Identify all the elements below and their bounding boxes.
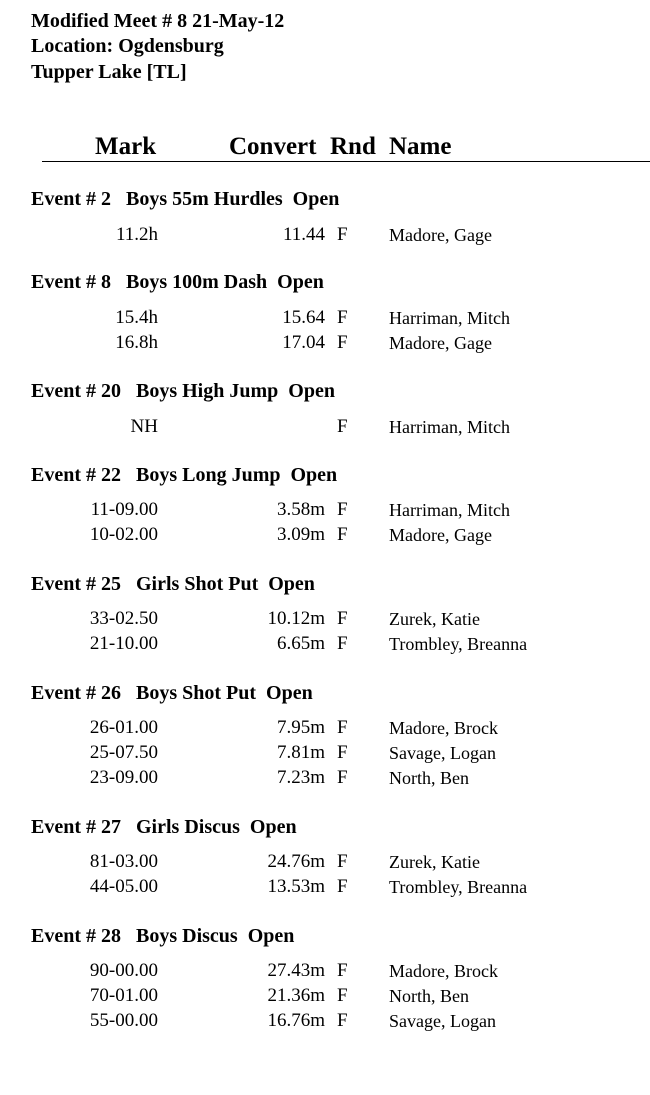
- meet-location: Location: Ogdensburg: [31, 35, 224, 57]
- result-row: [0, 716, 650, 740]
- result-mark: 23-09.00: [89, 767, 158, 788]
- result-round: F: [337, 985, 348, 1006]
- result-convert: 3.09m: [276, 524, 325, 545]
- result-convert: 15.64: [282, 307, 325, 328]
- column-header-rnd: Rnd: [330, 133, 376, 160]
- event-title: Event # 25 Girls Shot Put Open: [31, 573, 315, 595]
- result-mark: 25-07.50: [89, 742, 158, 763]
- result-row: [0, 607, 650, 631]
- result-athlete-name: North, Ben: [389, 986, 469, 1006]
- result-convert: 7.95m: [276, 717, 325, 738]
- result-row: [0, 498, 650, 522]
- result-mark: 11-09.00: [90, 499, 158, 520]
- result-athlete-name: Madore, Gage: [389, 525, 492, 545]
- result-round: F: [337, 876, 348, 897]
- result-round: F: [337, 633, 348, 654]
- result-convert: 11.44: [282, 224, 325, 245]
- event-title: Event # 27 Girls Discus Open: [31, 816, 297, 838]
- result-round: F: [337, 416, 348, 437]
- result-row: [0, 741, 650, 765]
- result-row: [0, 1009, 650, 1033]
- result-mark: 26-01.00: [89, 717, 158, 738]
- result-convert: 7.81m: [276, 742, 325, 763]
- result-round: F: [337, 767, 348, 788]
- column-header-convert: Convert: [229, 133, 317, 160]
- result-round: F: [337, 224, 348, 245]
- result-convert: 3.58m: [276, 499, 325, 520]
- result-convert: 24.76m: [267, 851, 325, 872]
- result-row: [0, 415, 650, 439]
- result-round: F: [337, 960, 348, 981]
- result-convert: 17.04: [282, 332, 325, 353]
- result-mark: 10-02.00: [89, 524, 158, 545]
- result-mark: 33-02.50: [89, 608, 158, 629]
- result-convert: 10.12m: [267, 608, 325, 629]
- result-athlete-name: Harriman, Mitch: [389, 500, 510, 520]
- result-round: F: [337, 307, 348, 328]
- result-row: [0, 875, 650, 899]
- result-convert: 13.53m: [267, 876, 325, 897]
- result-athlete-name: Savage, Logan: [389, 1011, 496, 1031]
- result-row: [0, 523, 650, 547]
- result-convert: 21.36m: [267, 985, 325, 1006]
- result-mark: 16.8h: [115, 332, 158, 353]
- result-row: [0, 306, 650, 330]
- result-row: [0, 223, 650, 247]
- result-athlete-name: Harriman, Mitch: [389, 417, 510, 437]
- event-title: Event # 8 Boys 100m Dash Open: [31, 271, 324, 293]
- result-convert: 16.76m: [267, 1010, 325, 1031]
- result-athlete-name: Madore, Brock: [389, 718, 498, 738]
- result-athlete-name: Trombley, Breanna: [389, 634, 528, 654]
- result-mark: 70-01.00: [89, 985, 158, 1006]
- result-mark: 55-00.00: [89, 1010, 158, 1031]
- result-convert: 27.43m: [267, 960, 325, 981]
- team-name: Tupper Lake [TL]: [31, 61, 187, 83]
- result-athlete-name: Madore, Gage: [389, 225, 492, 245]
- result-convert: 7.23m: [276, 767, 325, 788]
- header-divider: [42, 161, 650, 162]
- result-round: F: [337, 717, 348, 738]
- result-athlete-name: Zurek, Katie: [389, 609, 480, 629]
- result-athlete-name: Madore, Gage: [389, 333, 492, 353]
- result-round: F: [337, 608, 348, 629]
- result-mark: 81-03.00: [89, 851, 158, 872]
- result-row: [0, 984, 650, 1008]
- result-mark: 11.2h: [115, 224, 158, 245]
- result-mark: 90-00.00: [89, 960, 158, 981]
- result-athlete-name: North, Ben: [389, 768, 469, 788]
- result-athlete-name: Zurek, Katie: [389, 852, 480, 872]
- result-athlete-name: Savage, Logan: [389, 743, 496, 763]
- column-header-name: Name: [389, 133, 452, 160]
- event-title: Event # 2 Boys 55m Hurdles Open: [31, 188, 340, 210]
- result-athlete-name: Harriman, Mitch: [389, 308, 510, 328]
- column-header-mark: Mark: [95, 133, 157, 160]
- result-mark: 44-05.00: [89, 876, 158, 897]
- result-row: [0, 850, 650, 874]
- result-convert: 6.65m: [276, 633, 325, 654]
- meet-title: Modified Meet # 8 21-May-12: [31, 10, 285, 32]
- result-round: F: [337, 499, 348, 520]
- event-title: Event # 28 Boys Discus Open: [31, 925, 295, 947]
- event-title: Event # 20 Boys High Jump Open: [31, 380, 335, 402]
- result-mark: NH: [130, 416, 158, 437]
- result-round: F: [337, 524, 348, 545]
- result-mark: 21-10.00: [89, 633, 158, 654]
- result-round: F: [337, 1010, 348, 1031]
- event-title: Event # 22 Boys Long Jump Open: [31, 464, 338, 486]
- result-row: [0, 632, 650, 656]
- result-round: F: [337, 742, 348, 763]
- result-mark: 15.4h: [115, 307, 158, 328]
- result-row: [0, 766, 650, 790]
- result-round: F: [337, 851, 348, 872]
- result-row: [0, 959, 650, 983]
- result-athlete-name: Trombley, Breanna: [389, 877, 528, 897]
- result-round: F: [337, 332, 348, 353]
- event-title: Event # 26 Boys Shot Put Open: [31, 682, 313, 704]
- result-row: [0, 331, 650, 355]
- result-athlete-name: Madore, Brock: [389, 961, 498, 981]
